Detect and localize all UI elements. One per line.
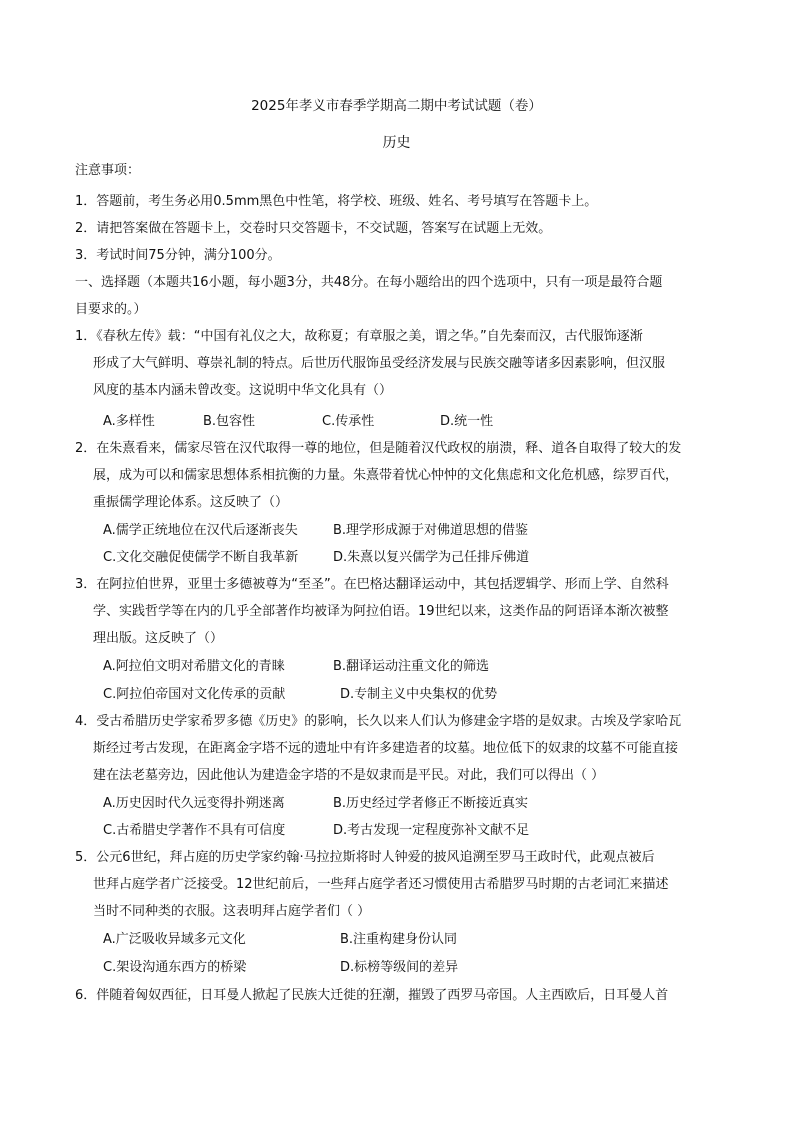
question-4-line: 4．受古希腊历史学家希罗多德《历史》的影响，长久以来人们认为修建金字塔的是奴隶。古埃及学家哈瓦 [75, 714, 682, 729]
question-1-option-b: B.包容性 [203, 414, 256, 429]
question-2-line: 展，成为可以和儒家思想体系相抗衡的力量。朱熹带着忧心忡忡的文化焦虑和文化危机感，综罗百代， [93, 468, 679, 483]
question-3-option-d: D.专制主义中央集权的优势 [340, 687, 498, 702]
question-5-option-c: C.架设沟通东西方的桥梁 [103, 960, 247, 975]
notice-item: 1．答题前，考生务必用0.5mm黑色中性笔，将学校、班级、姓名、考号填写在答题卡上。 [75, 194, 598, 209]
question-3-option-c: C.阿拉伯帝国对文化传承的贡献 [103, 687, 286, 702]
question-3-option-b: B.翻译运动注重文化的筛选 [333, 659, 490, 674]
question-4-option-d: D.考古发现一定程度弥补文献不足 [333, 823, 530, 838]
exam-title: 2025年孝义市春季学期高二期中考试试题（卷） [251, 98, 542, 114]
question-2-option-d: D.朱熹以复兴儒学为己任排斥佛道 [333, 550, 530, 565]
question-1-line: 形成了大气鲜明、尊崇礼制的特点。后世历代服饰虽受经济发展与民族交融等诸多因素影响，但汉服 [93, 356, 666, 371]
question-3-line: 学、实践哲学等在内的几乎全部著作均被译为阿拉伯语。19世纪以来，这类作品的阿语译本渐次被整 [93, 604, 669, 619]
question-4-line: 斯经过考古发现，在距离金字塔不远的遗址中有许多建造者的坟墓。地位低下的奴隶的坟墓不可能直接 [93, 741, 679, 756]
question-2-option-c: C.文化交融促使儒学不断自我革新 [103, 550, 299, 565]
question-3-line: 3．在阿拉伯世界，亚里士多德被尊为“至圣”。在巴格达翻译运动中，其包括逻辑学、形而上学、自然科 [75, 577, 669, 592]
question-1-option-c: C.传承性 [322, 414, 375, 429]
question-1-line: 1．《春秋左传》载：“中国有礼仪之大，故称夏；有章服之美，谓之华。”自先秦而汉，古代服饰逐渐 [75, 329, 643, 344]
question-1-option-a: A.多样性 [103, 414, 155, 429]
question-5-option-d: D.标榜等级间的差异 [340, 960, 459, 975]
question-2-option-b: B.理学形成源于对佛道思想的借鉴 [333, 523, 529, 538]
question-6-line: 6．伴随着匈奴西征，日耳曼人掀起了民族大迁徙的狂潮，摧毁了西罗马帝国。人主西欧后，日耳曼人首 [75, 988, 669, 1003]
question-3-line: 理出版。这反映了（） [93, 631, 224, 646]
question-5-line: 5．公元6世纪，拜占庭的历史学家约翰·马拉拉斯将时人钟爱的披风追溯至罗马王政时代，此观点被后 [75, 850, 655, 865]
question-4-option-b: B.历史经过学者修正不断接近真实 [333, 796, 529, 811]
question-4-option-a: A.历史因时代久远变得扑朔迷离 [103, 796, 285, 811]
question-2-option-a: A.儒学正统地位在汉代后逐渐丧失 [103, 523, 298, 538]
question-2-line: 重振儒学理论体系。这反映了（） [93, 495, 289, 510]
question-5-line: 世拜占庭学者广泛接受。12世纪前后，一些拜占庭学者还习惯使用古希腊罗马时期的古老词汇来描述 [93, 877, 669, 892]
notice-item: 2．请把答案做在答题卡上，交卷时只交答题卡，不交试题，答案写在试题上无效。 [75, 221, 552, 236]
question-5-option-b: B.注重构建身份认同 [340, 932, 458, 947]
question-5-line: 当时不同种类的衣服。这表明拜占庭学者们（ ） [93, 904, 371, 919]
section-heading: 一、选择题（本题共16小题，每小题3分，共48分。在每小题给出的四个选项中，只有一项是最符合题 [75, 275, 663, 290]
notice-item: 3．考试时间75分钟，满分100分。 [75, 248, 281, 263]
question-2-line: 2．在朱熹看来，儒家尽管在汉代取得一尊的地位，但是随着汉代政权的崩溃，释、道各自取得了较大的发 [75, 441, 682, 456]
question-1-line: 风度的基本内涵未曾改变。这说明中华文化具有（） [93, 383, 393, 398]
section-heading-cont: 目要求的。） [75, 302, 147, 317]
question-3-option-a: A.阿拉伯文明对希腊文化的青睐 [103, 659, 285, 674]
question-1-option-d: D.统一性 [440, 414, 494, 429]
question-5-option-a: A.广泛吸收异域多元文化 [103, 932, 246, 947]
question-4-line: 建在法老墓旁边，因此他认为建造金字塔的不是奴隶而是平民。对此，我们可以得出（ ） [93, 768, 605, 783]
notice-heading: 注意事项： [75, 163, 141, 178]
question-4-option-c: C.古希腊史学著作不具有可信度 [103, 823, 286, 838]
subject-title: 历史 [382, 135, 411, 151]
